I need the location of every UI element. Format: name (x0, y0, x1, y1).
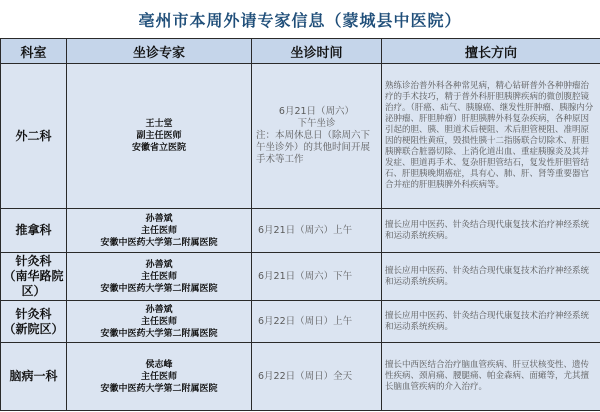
expert-cell (67, 64, 252, 209)
expert-title: 主任医师 (140, 316, 177, 327)
page-title: 亳州市本周外请专家信息（蒙城县中医院） (0, 0, 600, 38)
expert-hospital: 安徽省立医院 (131, 143, 186, 153)
time-cell (252, 301, 382, 343)
expert-hospital: 安徽中医药大学第二附属医院 (100, 328, 218, 339)
expert-title: 主任医师 (140, 371, 177, 382)
dept-name: 针灸科 (15, 306, 52, 321)
dept-name: 外二科 (15, 128, 52, 143)
expert-name: 孙善斌 (145, 213, 173, 224)
expert-title: 主任医师 (140, 271, 177, 282)
specialty-cell: 擅长中西医结合治疗脑血管疾病、肝豆状核变性、遗传性疾病、颈肩痛、腰腿痛、帕金森病、面瘫等，尤其擅长脑血管疾病的介入治疗。 (382, 343, 600, 411)
expert-title: 主任医师 (140, 225, 177, 236)
expert-name: 侯志峰 (145, 359, 173, 370)
time-date: 6月22日（周日）全天 (258, 370, 353, 382)
expert-cell (67, 301, 252, 343)
time-date: 6月21日（周六）下午 (258, 270, 353, 282)
dept-cell (1, 209, 67, 253)
expert-name: 王士堂 (145, 119, 173, 129)
dept-cell (1, 301, 67, 343)
expert-cell (67, 253, 252, 301)
expert-name: 孙善斌 (145, 304, 173, 315)
time-date: 6月21日（周六） (278, 106, 355, 117)
dept-name: 推拿科 (15, 223, 52, 237)
dept-cell (1, 253, 67, 301)
expert-hospital: 安徽中医药大学第二附属医院 (100, 237, 218, 248)
table-row (1, 343, 600, 411)
dept-name: 针灸科 (15, 254, 52, 268)
time-date: 6月22日（周日）上午 (258, 315, 353, 327)
time-session: 下午坐诊 (297, 118, 336, 129)
table-row (1, 301, 600, 343)
expert-schedule-table (0, 38, 600, 411)
table-row (1, 64, 600, 209)
time-cell (252, 253, 382, 301)
specialty-cell: 擅长应用中医药、针灸结合现代康复技术治疗神经系统和运动系统疾病。 (382, 209, 600, 253)
dept-campus-end: 区） (21, 284, 46, 298)
dept-cell (1, 64, 67, 209)
time-note: 注：本周休息日（除周六下午坐诊外）的其他时间开展手术等工作 (256, 130, 371, 165)
specialty-cell: 擅长应用中医药、针灸结合现代康复技术治疗神经系统和运动系统疾病。 (382, 301, 600, 343)
expert-cell (67, 209, 252, 253)
time-cell (252, 209, 382, 253)
specialty-cell: 擅长应用中医药、针灸结合现代康复技术治疗神经系统和运动系统疾病。 (382, 253, 600, 301)
expert-hospital: 安徽中医药大学第二附属医院 (100, 383, 218, 394)
specialty-cell: 熟练诊治普外科各种常见病，精心钻研普外各种肿瘤治疗的手术技巧，精于普外科肝胆胰脾疾病的微创腹腔镜治疗。（肝癌、疝气、胰腺癌、继发性肝肿瘤、胰腺内分泌肿瘤、肝胆肿瘤）肝胆胰脾外科复杂疾病，各种原因引起的胆、胰、胆道术后梗阻、术后胆管梗阻、准明原因的梗阻性黄疸，毁损性胰十二指肠联合切除术、肝胆胰脾联合脏器切除、上消化道出血、重症胰腺炎及其并发症、胆道再手术、复杂肝胆管结石，复发性肝胆管结石、肝胆胰晚期癌症，具有心、肺、肝、肾等重要器官合并症的肝胆胰脾外科疾病等。 (382, 64, 600, 209)
expert-cell (67, 343, 252, 411)
dept-cell (1, 343, 67, 411)
time-date: 6月21日（周六）上午 (258, 224, 353, 236)
expert-hospital: 安徽中医药大学第二附属医院 (100, 283, 218, 294)
header-specialty: 擅长方向 (382, 39, 600, 64)
dept-name: 脑病一科 (9, 369, 58, 383)
expert-title: 副主任医师 (136, 131, 182, 141)
header-dept: 科室 (1, 39, 67, 64)
header-expert: 坐诊专家 (67, 39, 252, 64)
table-row (1, 253, 600, 301)
table-row (1, 209, 600, 253)
time-cell (252, 343, 382, 411)
time-cell (252, 64, 382, 209)
dept-campus: （新院区） (3, 321, 64, 336)
expert-name: 孙善斌 (145, 259, 173, 270)
header-time: 坐诊时间 (252, 39, 382, 64)
dept-campus: （南华路院 (3, 269, 64, 283)
table-header-row (1, 39, 600, 64)
